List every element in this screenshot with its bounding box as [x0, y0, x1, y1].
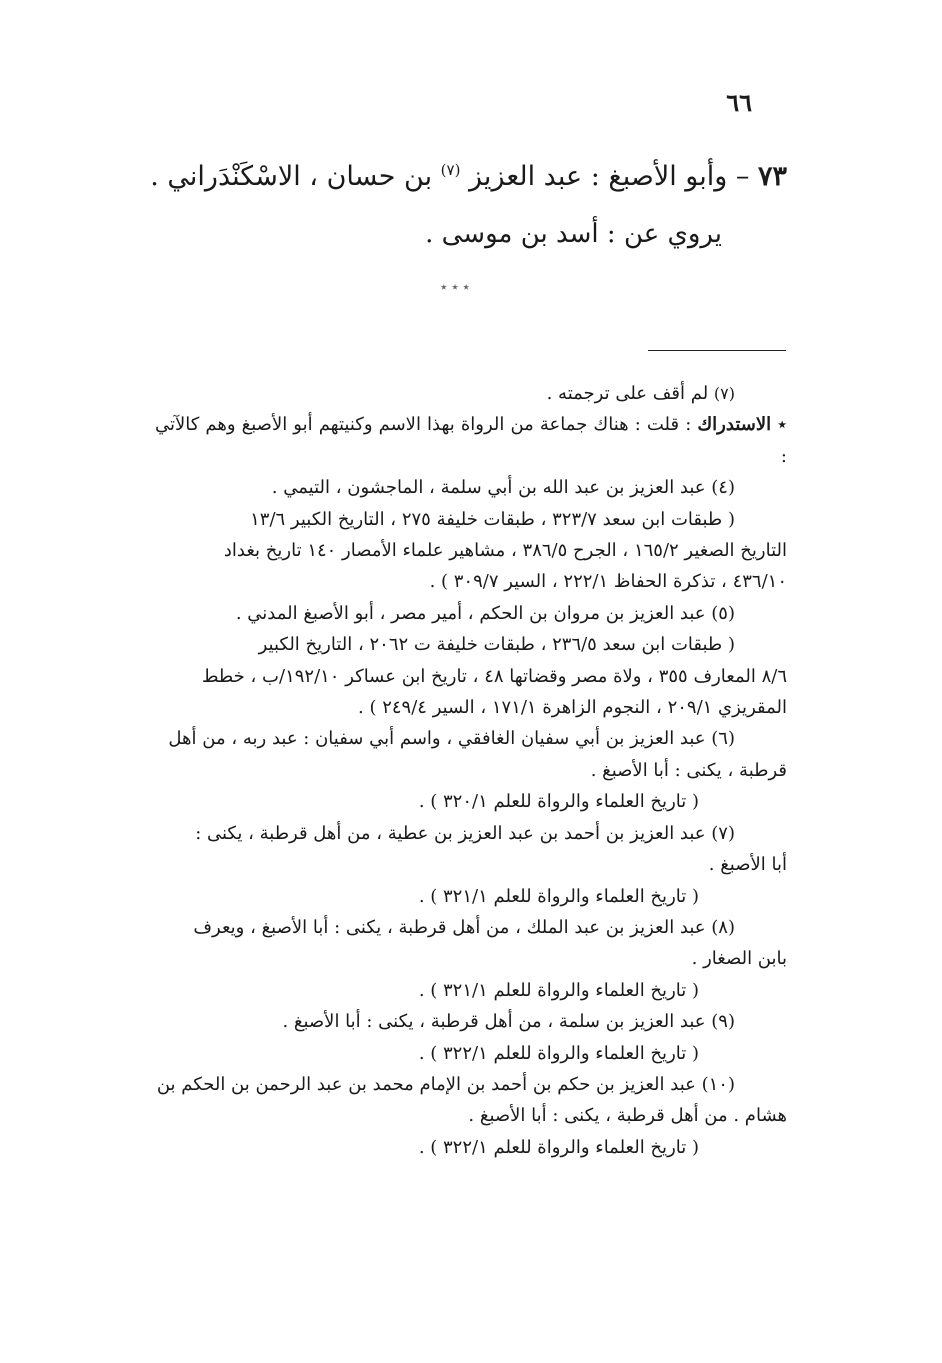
footnote-line: ( تاريخ العلماء والرواة للعلم ٣٢٠/١ ) . — [418, 791, 699, 813]
istidrak-items — [155, 472, 787, 1163]
footnote-line: المقريزي ٢٠٩/١ ، النجوم الزاهرة ١٧١/١ ، السير ٢٤٩/٤ ) . — [358, 697, 787, 719]
footnote-rule — [648, 350, 786, 351]
footnote-line: هشام . من أهل قرطبة ، يكنى : أبا الأصبغ . — [468, 1105, 787, 1127]
entry-dash: – — [727, 161, 758, 192]
footnotes — [155, 378, 787, 1163]
footnote-line: (٩) عبد العزيز بن سلمة ، من أهل قرطبة ، يكنى : أبا الأصبغ . — [282, 1011, 735, 1033]
footnote-line: التاريخ الصغير ١٦٥/٢ ، الجرح ٣٨٦/٥ ، مشاهير علماء الأمصار ١٤٠ تاريخ بغداد — [223, 540, 787, 562]
istidrak-label: الاستدراك — [697, 414, 772, 436]
entry-heading — [147, 148, 787, 199]
istidrak-marker-icon: ٭ — [771, 414, 788, 436]
entry-narrates-from: يروي عن : أسد بن موسى . — [425, 219, 722, 249]
footnote-line: ( تاريخ العلماء والرواة للعلم ٣٢٢/١ ) . — [418, 1042, 699, 1064]
footnote-line: ٨/٦ المعارف ٣٥٥ ، ولاة مصر وقضاتها ٤٨ ، تاريخ ابن عساكر ١٩٢/١٠/ب ، خطط — [201, 665, 787, 687]
footnote-line: ٤٣٦/١٠ ، تذكرة الحفاظ ٢٢٢/١ ، السير ٣٠٩/٧ ) . — [429, 571, 787, 593]
footnote-line: (٦) عبد العزيز بن أبي سفيان الغافقي ، واسم أبي سفيان : عبد ربه ، من أهل — [168, 728, 735, 750]
footnote-reference[interactable]: (٧) — [440, 161, 461, 179]
entry-number: ٧٣ — [757, 161, 787, 192]
footnote-line: ( تاريخ العلماء والرواة للعلم ٣٢١/١ ) . — [418, 979, 699, 1001]
footnote-line: (٥) عبد العزيز بن مروان بن الحكم ، أمير مصر ، أبو الأصبغ المدني . — [235, 602, 735, 624]
footnote-line: ( تاريخ العلماء والرواة للعلم ٣٢١/١ ) . — [418, 885, 699, 907]
footnote-7 — [155, 378, 787, 409]
entry-name-part2: بن حسان ، الاسْكَنْدَراني . — [150, 161, 441, 192]
footnote-line: ( طبقات ابن سعد ٣٢٣/٧ ، طبقات خليفة ٢٧٥ ، التاريخ الكبير ١٣/٦ — [250, 508, 735, 530]
footnote-7-text: لم أقف على ترجمته . — [546, 383, 714, 404]
footnote-line: ( تاريخ العلماء والرواة للعلم ٣٢٢/١ ) . — [418, 1136, 699, 1158]
footnote-line: (٤) عبد العزيز بن عبد الله بن أبي سلمة ، الماجشون ، التيمي . — [271, 477, 735, 499]
footnote-line: بابن الصغار . — [691, 948, 787, 970]
footnote-7-ref: (٧) — [713, 384, 735, 403]
footnote-line: (٧) عبد العزيز بن أحمد بن عبد العزيز بن عطية ، من أهل قرطبة ، يكنى : — [195, 822, 735, 844]
footnote-line: قرطبة ، يكنى : أبا الأصبغ . — [590, 759, 787, 781]
page-number: ٦٦ — [726, 88, 752, 117]
entry-name-part1: وأبو الأصبغ : عبد العزيز — [460, 161, 728, 192]
footnote-line: (١٠) عبد العزيز بن حكم بن أحمد بن الإمام محمد بن عبد الرحمن بن الحكم بن — [156, 1073, 735, 1095]
footnote-line: ( طبقات ابن سعد ٢٣٦/٥ ، طبقات خليفة ت ٢٠٦٢ ، التاريخ الكبير — [258, 634, 735, 656]
footnote-line: أبا الأصبغ . — [708, 854, 787, 876]
istidrak-text: : قلت : هناك جماعة من الرواة بهذا الاسم وكنيتهم أبو الأصبغ وهم كالآتي : — [155, 414, 787, 467]
istidrak-paragraph — [155, 409, 787, 472]
footnote-line: (٨) عبد العزيز بن عبد الملك ، من أهل قرطبة ، يكنى : أبا الأصبغ ، ويعرف — [193, 916, 735, 938]
section-separator: ٭ ٭ ٭ — [440, 280, 470, 295]
